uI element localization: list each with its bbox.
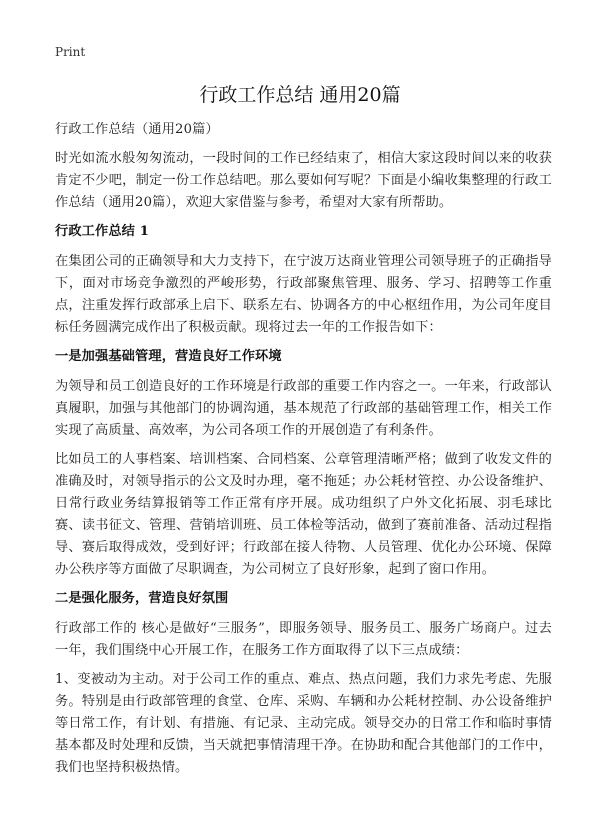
section-1-paragraph: 在集团公司的正确领导和大力支持下，在宁波万达商业管理公司领导班子的正确指导下，面对市场竞争激烈的严峻形势，行政部聚焦管理、服务、学习、招聘等工作重点，注重发挥行政部承上启下、联系左右、协调各方的中心枢纽作用，为公司年度目标任务圆满完成作出了积极贡献。现将过去一年的工作报告如下： [55,254,552,335]
basic-management-paragraph-2: 比如员工的人事档案、培训档案、合同档案、公章管理清晰严格；做到了收发文件的准确及时，对领导指示的公文及时办理，毫不拖延；办公耗材管控、办公设备维护、日常行政业务结算报销等工作正常有序开展。成功组织了户外文化拓展、羽毛球比赛、读书征文、管理、营销培训班、员工体检等活动，做到了赛前准备、活动过程指导、赛后取得成效，受到好评；行政部在接人待物、人员管理、优化办公环境、保障办公秩序等方面做了尽职调查，为公司树立了良好形象，起到了窗口作用。 [55,452,552,577]
basic-management-paragraph-1: 为领导和员工创造良好的工作环境是行政部的重要工作内容之一。一年来，行政部认真履职，加强与其他部门的协调沟通，基本规范了行政部的基础管理工作，相关工作实现了高质量、高效率，为公司各项工作的开展创造了有利条件。 [55,379,552,438]
document-subtitle: 行政工作总结（通用20篇） [55,122,219,137]
section-heading-1: 行政工作总结 1 [55,224,150,239]
print-label[interactable]: Print [55,45,86,59]
service-paragraph-2: 1、变被动为主动。对于公司工作的重点、难点、热点问题，我们力求先考虑、先服务。特别是由行政部管理的食堂、仓库、采购、车辆和办公耗材控制、办公设备维护等日常工作，有计划、有措施、有记录、主动完成。领导交办的日常工作和临时事情基本都及时处理和反馈，当天就把事情清理干净。在协助和配合其他部门的工作中，我们也坚持积极热情。 [55,672,552,775]
document-body [55,119,552,786]
document-title: 行政工作总结 通用20篇 [199,84,401,106]
intro-paragraph: 时光如流水般匆匆流动，一段时间的工作已经结束了，相信大家这段时间以来的收获肯定不少吧，制定一份工作总结吧。那么要如何写呢？下面是小编收集整理的行政工作总结（通用20篇），欢迎大家借鉴与参考，希望对大家有所帮助。 [55,151,552,210]
service-paragraph-1: 行政部工作的 核心是做好“三服务”，即服务领导、服务员工、服务广场商户。过去一年，我们围绕中心开展工作，在服务工作方面取得了以下三点成绩： [55,621,552,658]
subheading-service: 二是强化服务，营造良好氛围 [55,591,229,606]
subheading-basic-management: 一是加强基础管理，营造良好工作环境 [55,349,282,364]
